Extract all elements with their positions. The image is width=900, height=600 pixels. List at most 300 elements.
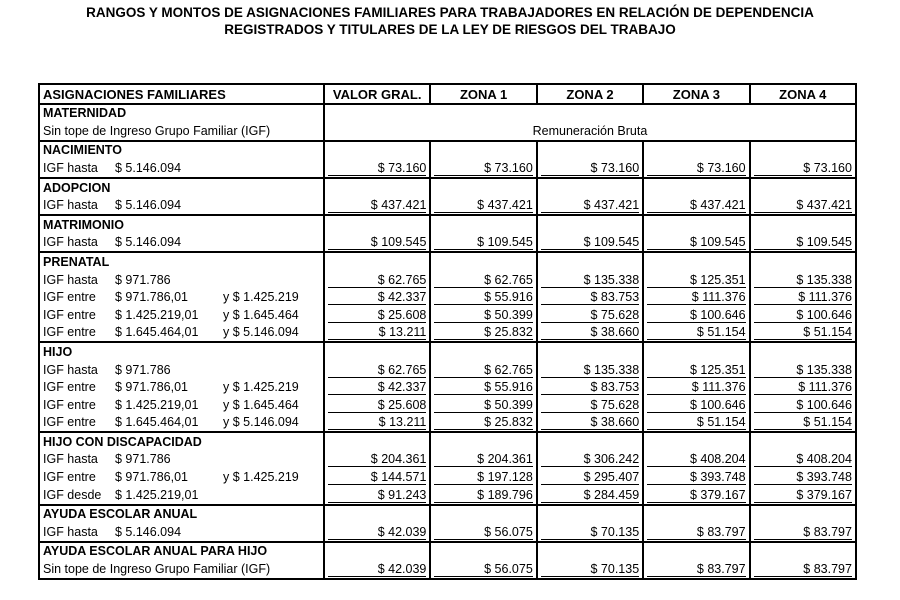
row-label	[39, 486, 324, 505]
empty-cell	[324, 252, 430, 271]
empty-cell	[643, 505, 749, 524]
value-cell	[430, 414, 536, 433]
empty-cell	[430, 215, 536, 234]
value-text: $ 42.039	[377, 524, 427, 539]
empty-cell	[324, 542, 430, 561]
empty-cell	[750, 215, 856, 234]
value-underline	[647, 394, 745, 395]
value-cell	[324, 234, 430, 253]
table-row	[39, 289, 856, 307]
value-underline	[541, 576, 639, 577]
value-text: $ 135.338	[583, 362, 640, 377]
value-underline	[328, 429, 426, 430]
table-row	[39, 234, 856, 253]
empty-cell	[643, 178, 749, 197]
value-text: $ 284.459	[583, 487, 640, 502]
value-underline	[647, 212, 745, 213]
page-title	[0, 4, 900, 38]
value-text: $ 38.660	[590, 415, 640, 430]
value-underline	[434, 212, 532, 213]
value-text: $ 100.646	[689, 307, 746, 322]
value-text: $ 393.748	[689, 470, 746, 485]
section-row	[39, 542, 856, 561]
value-text: $ 111.376	[798, 380, 852, 395]
value-cell	[537, 289, 643, 307]
value-text: $ 42.337	[377, 290, 427, 305]
value-text: $ 100.646	[796, 307, 852, 322]
section-row	[39, 432, 856, 451]
value-cell	[324, 271, 430, 289]
value-cell	[324, 361, 430, 379]
value-underline	[754, 484, 852, 485]
value-cell	[430, 468, 536, 486]
row-label-from: $ 1.645.464,01	[115, 415, 199, 430]
value-cell	[750, 361, 856, 379]
value-text: $ 25.832	[484, 415, 533, 430]
row-label	[39, 289, 324, 307]
header-asignaciones: ASIGNACIONES FAMILIARES	[39, 84, 324, 104]
value-text: $ 56.075	[484, 524, 533, 539]
value-text: $ 56.075	[484, 562, 533, 577]
value-cell	[750, 414, 856, 433]
value-cell	[430, 451, 536, 469]
value-text: $ 437.421	[689, 198, 746, 213]
table-row	[39, 379, 856, 397]
section-row	[39, 215, 856, 234]
value-text: $ 144.571	[370, 470, 427, 485]
value-cell	[430, 523, 536, 542]
empty-cell	[750, 432, 856, 451]
value-underline	[328, 212, 426, 213]
value-text: $ 109.545	[583, 235, 640, 250]
row-label-text: Sin tope de Ingreso Grupo Familiar (IGF)	[43, 123, 271, 138]
value-underline	[647, 249, 745, 250]
row-label-from: $ 5.146.094	[115, 524, 182, 539]
section-title: NACIMIENTO	[39, 141, 324, 160]
row-label-from: $ 5.146.094	[115, 198, 182, 213]
value-text: $ 379.167	[689, 487, 746, 502]
row-label-kind: IGF entre	[43, 415, 96, 430]
value-underline	[434, 484, 532, 485]
value-underline	[434, 175, 532, 176]
value-text: $ 13.211	[378, 415, 427, 430]
value-underline	[328, 339, 426, 340]
value-text: $ 109.545	[370, 235, 427, 250]
section-title: MATRIMONIO	[39, 215, 324, 234]
header-zona-2: ZONA 2	[537, 84, 643, 104]
value-cell	[537, 523, 643, 542]
value-underline	[541, 394, 639, 395]
row-label-to: y $ 5.146.094	[223, 325, 299, 340]
empty-cell	[537, 432, 643, 451]
row-label	[39, 396, 324, 414]
value-text: $ 197.128	[477, 470, 533, 485]
section-title: AYUDA ESCOLAR ANUAL PARA HIJO	[39, 542, 324, 561]
row-label-kind: IGF hasta	[43, 362, 98, 377]
value-cell	[643, 468, 749, 486]
empty-cell	[324, 178, 430, 197]
table-row	[39, 159, 856, 178]
section-title: HIJO CON DISCAPACIDAD	[39, 432, 324, 451]
row-label	[39, 560, 324, 579]
value-cell	[324, 560, 430, 579]
value-text: $ 204.361	[477, 452, 533, 467]
value-text: $ 91.243	[377, 487, 427, 502]
header-zona-4: ZONA 4	[750, 84, 856, 104]
row-label-kind: IGF hasta	[43, 235, 98, 250]
row-label	[39, 451, 324, 469]
row-label-kind: IGF desde	[43, 487, 102, 502]
value-text: $ 204.361	[370, 452, 427, 467]
value-text: $ 109.545	[796, 235, 852, 250]
value-text: $ 62.765	[484, 362, 533, 377]
value-text: $ 75.628	[590, 307, 640, 322]
section-title: ADOPCION	[39, 178, 324, 197]
value-cell	[537, 234, 643, 253]
value-underline	[328, 394, 426, 395]
row-label	[39, 379, 324, 397]
value-underline	[754, 212, 852, 213]
row-label-kind: IGF hasta	[43, 198, 98, 213]
value-text: $ 295.407	[583, 470, 640, 485]
value-cell	[643, 271, 749, 289]
empty-cell	[750, 141, 856, 160]
table-row	[39, 271, 856, 289]
value-text: $ 50.399	[484, 397, 533, 412]
value-cell	[324, 306, 430, 324]
value-cell	[430, 379, 536, 397]
value-text: $ 135.338	[796, 362, 852, 377]
value-cell	[537, 197, 643, 216]
value-cell	[324, 197, 430, 216]
row-label-from: $ 5.146.094	[115, 235, 182, 250]
value-cell	[324, 379, 430, 397]
value-text: $ 73.160	[590, 160, 640, 175]
value-text: $ 437.421	[583, 198, 640, 213]
header-valor-gral: VALOR GRAL.	[324, 84, 430, 104]
section-row	[39, 252, 856, 271]
row-label-kind: IGF hasta	[43, 160, 98, 175]
section-row	[39, 505, 856, 524]
table-body	[39, 104, 856, 579]
empty-cell	[324, 104, 856, 123]
empty-cell	[537, 252, 643, 271]
value-cell	[643, 159, 749, 178]
table-row	[39, 486, 856, 505]
value-cell	[430, 289, 536, 307]
value-text: $ 73.160	[803, 160, 852, 175]
empty-cell	[750, 342, 856, 361]
value-underline	[754, 175, 852, 176]
empty-cell	[430, 141, 536, 160]
value-underline	[541, 484, 639, 485]
value-cell	[643, 523, 749, 542]
value-text: $ 83.797	[696, 524, 746, 539]
value-underline	[328, 175, 426, 176]
value-underline	[754, 466, 852, 467]
row-label-from: $ 971.786,01	[115, 470, 188, 485]
value-text: $ 437.421	[477, 198, 533, 213]
asignaciones-table	[38, 83, 857, 580]
value-cell	[430, 306, 536, 324]
value-cell	[324, 451, 430, 469]
empty-cell	[430, 178, 536, 197]
row-label-kind: IGF hasta	[43, 272, 98, 287]
value-text: $ 111.376	[691, 290, 746, 305]
row-label-to: y $ 5.146.094	[223, 415, 299, 430]
table-row	[39, 523, 856, 542]
row-label-kind: IGF hasta	[43, 524, 98, 539]
row-label-from: $ 1.645.464,01	[115, 325, 199, 340]
empty-cell	[643, 215, 749, 234]
empty-cell	[643, 542, 749, 561]
row-label-from: $ 971.786,01	[115, 380, 188, 395]
value-cell	[750, 560, 856, 579]
row-label	[39, 523, 324, 542]
value-cell	[537, 306, 643, 324]
value-cell	[750, 159, 856, 178]
row-label-from: $ 971.786	[115, 452, 171, 467]
value-underline	[434, 249, 532, 250]
row-label-from: $ 971.786	[115, 362, 171, 377]
value-cell	[537, 271, 643, 289]
value-cell	[537, 361, 643, 379]
table-row	[39, 197, 856, 216]
row-label-from: $ 5.146.094	[115, 160, 182, 175]
value-text: $ 70.135	[590, 562, 640, 577]
value-text: $ 83.797	[696, 562, 746, 577]
row-label-from: $ 971.786	[115, 272, 171, 287]
value-cell	[643, 486, 749, 505]
value-text: $ 306.242	[583, 452, 640, 467]
value-underline	[754, 429, 852, 430]
value-cell	[430, 560, 536, 579]
value-cell	[750, 197, 856, 216]
value-cell	[430, 361, 536, 379]
value-text: $ 42.337	[377, 380, 427, 395]
value-cell	[643, 414, 749, 433]
value-underline	[647, 175, 745, 176]
empty-cell	[324, 432, 430, 451]
value-underline	[541, 212, 639, 213]
value-underline	[541, 249, 639, 250]
section-row	[39, 104, 856, 123]
empty-cell	[430, 342, 536, 361]
value-text: $ 135.338	[583, 272, 640, 287]
value-text: $ 25.608	[377, 307, 427, 322]
header-zona-1: ZONA 1	[430, 84, 536, 104]
value-underline	[328, 304, 426, 305]
value-cell	[324, 486, 430, 505]
row-label-from: $ 1.425.219,01	[115, 307, 199, 322]
row-label	[39, 234, 324, 253]
value-cell	[750, 451, 856, 469]
row-label-to: y $ 1.645.464	[223, 397, 299, 412]
section-title: MATERNIDAD	[39, 104, 324, 123]
empty-cell	[750, 178, 856, 197]
row-label-to: y $ 1.425.219	[223, 470, 299, 485]
value-cell	[537, 468, 643, 486]
empty-cell	[537, 505, 643, 524]
section-title: AYUDA ESCOLAR ANUAL	[39, 505, 324, 524]
value-text: $ 437.421	[796, 198, 852, 213]
empty-cell	[324, 505, 430, 524]
empty-cell	[324, 215, 430, 234]
value-underline	[647, 576, 745, 577]
table-header-row	[39, 84, 856, 104]
value-text: $ 135.338	[796, 272, 852, 287]
value-cell	[643, 451, 749, 469]
empty-cell	[643, 141, 749, 160]
row-label	[39, 306, 324, 324]
table-row	[39, 361, 856, 379]
value-cell	[430, 396, 536, 414]
value-cell	[750, 271, 856, 289]
value-text: $ 408.204	[689, 452, 746, 467]
value-cell	[750, 306, 856, 324]
empty-cell	[750, 505, 856, 524]
section-row	[39, 178, 856, 197]
value-cell	[643, 324, 749, 343]
table-row	[39, 560, 856, 579]
value-text: $ 13.211	[378, 325, 427, 340]
row-label-kind: IGF entre	[43, 290, 96, 305]
row-label-kind: IGF entre	[43, 325, 96, 340]
value-text: $ 73.160	[696, 160, 746, 175]
value-underline	[328, 484, 426, 485]
empty-cell	[537, 215, 643, 234]
value-cell	[430, 324, 536, 343]
empty-cell	[430, 252, 536, 271]
value-cell	[324, 468, 430, 486]
empty-cell	[324, 342, 430, 361]
empty-cell	[430, 542, 536, 561]
row-label	[39, 271, 324, 289]
row-label	[39, 197, 324, 216]
row-label-kind: IGF entre	[43, 307, 96, 322]
value-underline	[541, 339, 639, 340]
value-text: $ 83.797	[803, 524, 852, 539]
value-cell	[643, 289, 749, 307]
row-label-kind: IGF entre	[43, 397, 96, 412]
table-row	[39, 122, 856, 141]
empty-cell	[430, 432, 536, 451]
empty-cell	[750, 542, 856, 561]
value-text: $ 25.608	[377, 397, 427, 412]
value-cell	[643, 197, 749, 216]
table-row	[39, 306, 856, 324]
value-text: $ 62.765	[377, 272, 427, 287]
empty-cell	[643, 252, 749, 271]
table-row	[39, 324, 856, 343]
value-text: $ 55.916	[484, 290, 533, 305]
value-text: $ 50.399	[484, 307, 533, 322]
value-text: $ 111.376	[691, 380, 746, 395]
value-text: $ 100.646	[796, 397, 852, 412]
value-text: $ 393.748	[796, 470, 852, 485]
value-underline	[541, 466, 639, 467]
value-text: $ 83.753	[590, 380, 640, 395]
row-label-from: $ 1.425.219,01	[115, 397, 199, 412]
value-cell	[430, 197, 536, 216]
value-underline	[647, 339, 745, 340]
value-text: $ 111.376	[798, 290, 852, 305]
row-label	[39, 414, 324, 433]
row-label-kind: IGF entre	[43, 380, 96, 395]
value-underline	[754, 249, 852, 250]
value-text: $ 75.628	[590, 397, 640, 412]
value-cell	[643, 306, 749, 324]
value-cell	[537, 560, 643, 579]
merged-value: Remuneración Bruta	[324, 122, 856, 141]
empty-cell	[430, 505, 536, 524]
row-label-from: $ 1.425.219,01	[115, 487, 199, 502]
empty-cell	[643, 432, 749, 451]
empty-cell	[537, 141, 643, 160]
empty-cell	[643, 342, 749, 361]
table-row	[39, 468, 856, 486]
header-zona-3: ZONA 3	[643, 84, 749, 104]
table-row	[39, 451, 856, 469]
row-label-from: $ 971.786,01	[115, 290, 188, 305]
page-title-line-2: REGISTRADOS Y TITULARES DE LA LEY DE RIESGOS DEL TRABAJO	[224, 22, 676, 37]
value-cell	[537, 414, 643, 433]
row-label	[39, 122, 324, 141]
value-text: $ 437.421	[370, 198, 427, 213]
value-underline	[434, 339, 532, 340]
value-text: $ 189.796	[477, 487, 533, 502]
value-cell	[643, 361, 749, 379]
value-text: $ 51.154	[803, 415, 852, 430]
value-cell	[537, 379, 643, 397]
value-cell	[750, 324, 856, 343]
value-cell	[537, 396, 643, 414]
empty-cell	[324, 141, 430, 160]
value-underline	[434, 304, 532, 305]
value-underline	[328, 466, 426, 467]
page-title-line-1: RANGOS Y MONTOS DE ASIGNACIONES FAMILIARES PARA TRABAJADORES EN RELACIÓN DE DEPENDENCIA	[86, 5, 814, 20]
value-cell	[750, 523, 856, 542]
value-cell	[643, 560, 749, 579]
row-label	[39, 324, 324, 343]
value-cell	[537, 486, 643, 505]
value-underline	[754, 576, 852, 577]
row-label-kind: IGF entre	[43, 470, 96, 485]
table-row	[39, 396, 856, 414]
value-underline	[754, 394, 852, 395]
value-underline	[647, 484, 745, 485]
value-underline	[541, 304, 639, 305]
section-title: PRENATAL	[39, 252, 324, 271]
row-label	[39, 361, 324, 379]
row-label-kind: IGF hasta	[43, 452, 98, 467]
value-text: $ 62.765	[484, 272, 533, 287]
value-text: $ 73.160	[377, 160, 427, 175]
value-cell	[324, 396, 430, 414]
value-cell	[537, 451, 643, 469]
value-cell	[324, 414, 430, 433]
value-text: $ 70.135	[590, 524, 640, 539]
value-underline	[434, 429, 532, 430]
value-cell	[750, 289, 856, 307]
value-text: $ 51.154	[803, 325, 852, 340]
value-text: $ 55.916	[484, 380, 533, 395]
row-label	[39, 159, 324, 178]
value-underline	[754, 304, 852, 305]
row-label-to: y $ 1.425.219	[223, 290, 299, 305]
value-underline	[541, 175, 639, 176]
value-text: $ 62.765	[377, 362, 427, 377]
